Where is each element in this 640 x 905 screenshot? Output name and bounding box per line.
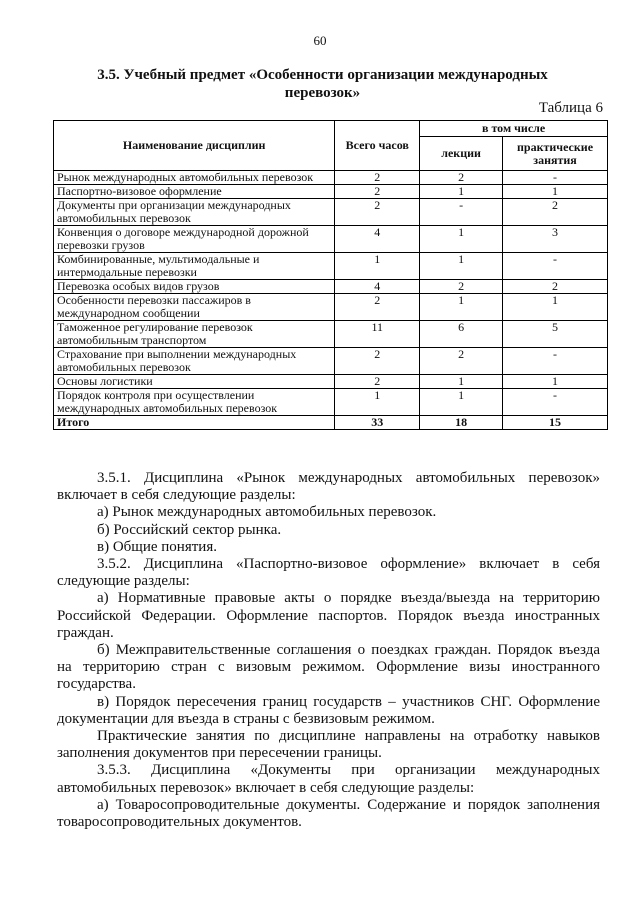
discipline-cell: Особенности перевозки пассажиров в международном сообщении [54,294,335,321]
discipline-cell: Порядок контроля при осуществлении международных автомобильных перевозок [54,389,335,416]
lectures-cell: 18 [420,416,503,430]
header-total-hours: Всего часов [335,121,420,171]
total-hours-cell: 11 [335,321,420,348]
header-discipline-name: Наименование дисциплин [54,121,335,171]
disciplines-table [53,120,608,430]
paragraph: в) Порядок пересечения границ государств – участников СНГ. Оформление документации для въезда в страны с безвизовым режимом. [57,693,600,727]
lectures-cell: 2 [420,348,503,375]
practice-cell: 15 [503,416,608,430]
table-row [54,171,608,185]
discipline-cell: Основы логистики [54,375,335,389]
table-row [54,348,608,375]
lectures-cell: 2 [420,280,503,294]
practice-cell: 3 [503,226,608,253]
lectures-cell: 1 [420,185,503,199]
table-row [54,321,608,348]
table-row [54,375,608,389]
table-row [54,185,608,199]
header-lectures: лекции [420,137,503,171]
paragraph: Практические занятия по дисциплине направлены на отработку навыков заполнения документов при пересечении границы. [57,728,600,762]
total-hours-cell: 2 [335,348,420,375]
paragraph: 3.5.1. Дисциплина «Рынок международных автомобильных перевозок» включает в себя следующие разделы: [57,470,600,504]
discipline-cell: Документы при организации международных автомобильных перевозок [54,199,335,226]
paragraph: а) Товаросопроводительные документы. Содержание и порядок заполнения товаросопроводительных документов. [57,796,600,831]
practice-cell: - [503,348,608,375]
practice-cell: 5 [503,321,608,348]
lectures-cell: 1 [420,253,503,280]
table-row [54,280,608,294]
total-hours-cell: 33 [335,416,420,430]
paragraph: 3.5.2. Дисциплина «Паспортно-визовое оформление» включает в себя следующие разделы: [57,556,600,590]
section-title: 3.5. Учебный предмет «Особенности организации международных перевозок» [97,67,548,101]
lectures-cell: 1 [420,294,503,321]
lectures-cell: 6 [420,321,503,348]
lectures-cell: - [420,199,503,226]
table-caption: Таблица 6 [538,100,603,116]
practice-cell: 1 [503,375,608,389]
practice-cell: 1 [503,185,608,199]
table-row [54,226,608,253]
lectures-cell: 2 [420,171,503,185]
discipline-cell: Таможенное регулирование перевозок автомобильным транспортом [54,321,335,348]
practice-cell: 2 [503,199,608,226]
practice-cell: - [503,171,608,185]
practice-cell: 2 [503,280,608,294]
discipline-cell: Рынок международных автомобильных перевозок [54,171,335,185]
paragraph: а) Нормативные правовые акты о порядке въезда/выезда на территорию Российской Федерации. Оформление паспортов. Порядок въезда иностранных граждан. [57,590,600,641]
header-practice: практические занятия [503,137,608,171]
practice-cell: - [503,389,608,416]
discipline-cell: Комбинированные, мультимодальные и интермодальные перевозки [54,253,335,280]
total-hours-cell: 1 [335,389,420,416]
table-row [54,253,608,280]
lectures-cell: 1 [420,375,503,389]
paragraph: б) Межправительственные соглашения о поездках граждан. Порядок въезда на территорию стран с визовым режимом. Оформление визы иностранного государства. [57,642,600,693]
discipline-cell: Конвенция о договоре международной дорожной перевозки грузов [54,226,335,253]
discipline-cell: Итого [54,416,335,430]
discipline-cell: Перевозка особых видов грузов [54,280,335,294]
discipline-cell: Страхование при выполнении международных автомобильных перевозок [54,348,335,375]
lectures-cell: 1 [420,389,503,416]
total-hours-cell: 4 [335,280,420,294]
paragraph: а) Рынок международных автомобильных перевозок. [97,504,437,521]
paragraph: в) Общие понятия. [97,538,217,555]
table-row [54,389,608,416]
total-row [54,416,608,430]
paragraph: 3.5.3. Дисциплина «Документы при организации международных автомобильных перевозок» включает в себя следующие разделы: [57,762,600,796]
page-number: 60 [313,33,327,48]
header-including: в том числе [420,121,608,137]
practice-cell: - [503,253,608,280]
total-hours-cell: 2 [335,199,420,226]
table-body [54,171,608,430]
total-hours-cell: 2 [335,171,420,185]
discipline-cell: Паспортно-визовое оформление [54,185,335,199]
total-hours-cell: 1 [335,253,420,280]
body-text [57,470,600,831]
practice-cell: 1 [503,294,608,321]
paragraph: б) Российский сектор рынка. [97,521,282,538]
total-hours-cell: 2 [335,375,420,389]
total-hours-cell: 4 [335,226,420,253]
total-hours-cell: 2 [335,294,420,321]
table-row [54,199,608,226]
lectures-cell: 1 [420,226,503,253]
total-hours-cell: 2 [335,185,420,199]
table-row [54,294,608,321]
